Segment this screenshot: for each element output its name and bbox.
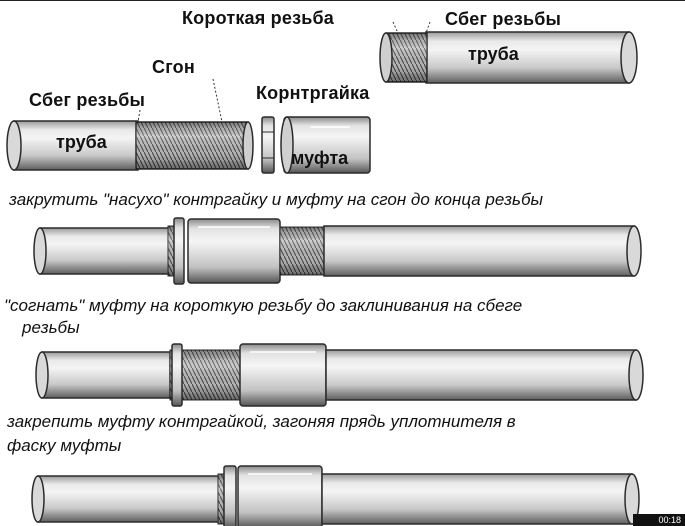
assembly-step-2 [36,344,643,406]
assembly-step-1 [34,218,641,284]
locknut-part [262,117,274,173]
label-pipe-top: труба [468,44,519,64]
label-pipe-left: труба [56,132,107,152]
step-3-caption-line-1: закрепить муфту контргайкой, загоняя прядь уплотнителя в [7,412,516,431]
label-sgon: Сгон [152,57,195,77]
step-2-caption-line-2: резьбы [22,318,80,337]
timestamp-badge: 00:18 [633,514,685,526]
label-locknut: Корнтргайка [256,83,370,103]
label-short-thread: Короткая резьба [182,8,335,28]
label-coupling: муфта [291,148,349,168]
step-1-caption: закрутить "насухо" контргайку и муфту на сгон до конца резьбы [9,190,544,209]
step-3-caption-line-2: фаску муфты [7,436,122,455]
short-pipe-end [621,32,637,83]
step-2-caption-line-1: "согнать" муфту на короткую резьбу до заклинивания на сбеге [4,296,523,315]
assembly-step-3 [32,466,639,526]
left-pipe-end [7,121,21,170]
short-pipe-body [426,32,629,83]
label-thread-runout-top: Сбег резьбы [445,9,562,29]
label-thread-runout-left: Сбег резьбы [29,90,146,110]
